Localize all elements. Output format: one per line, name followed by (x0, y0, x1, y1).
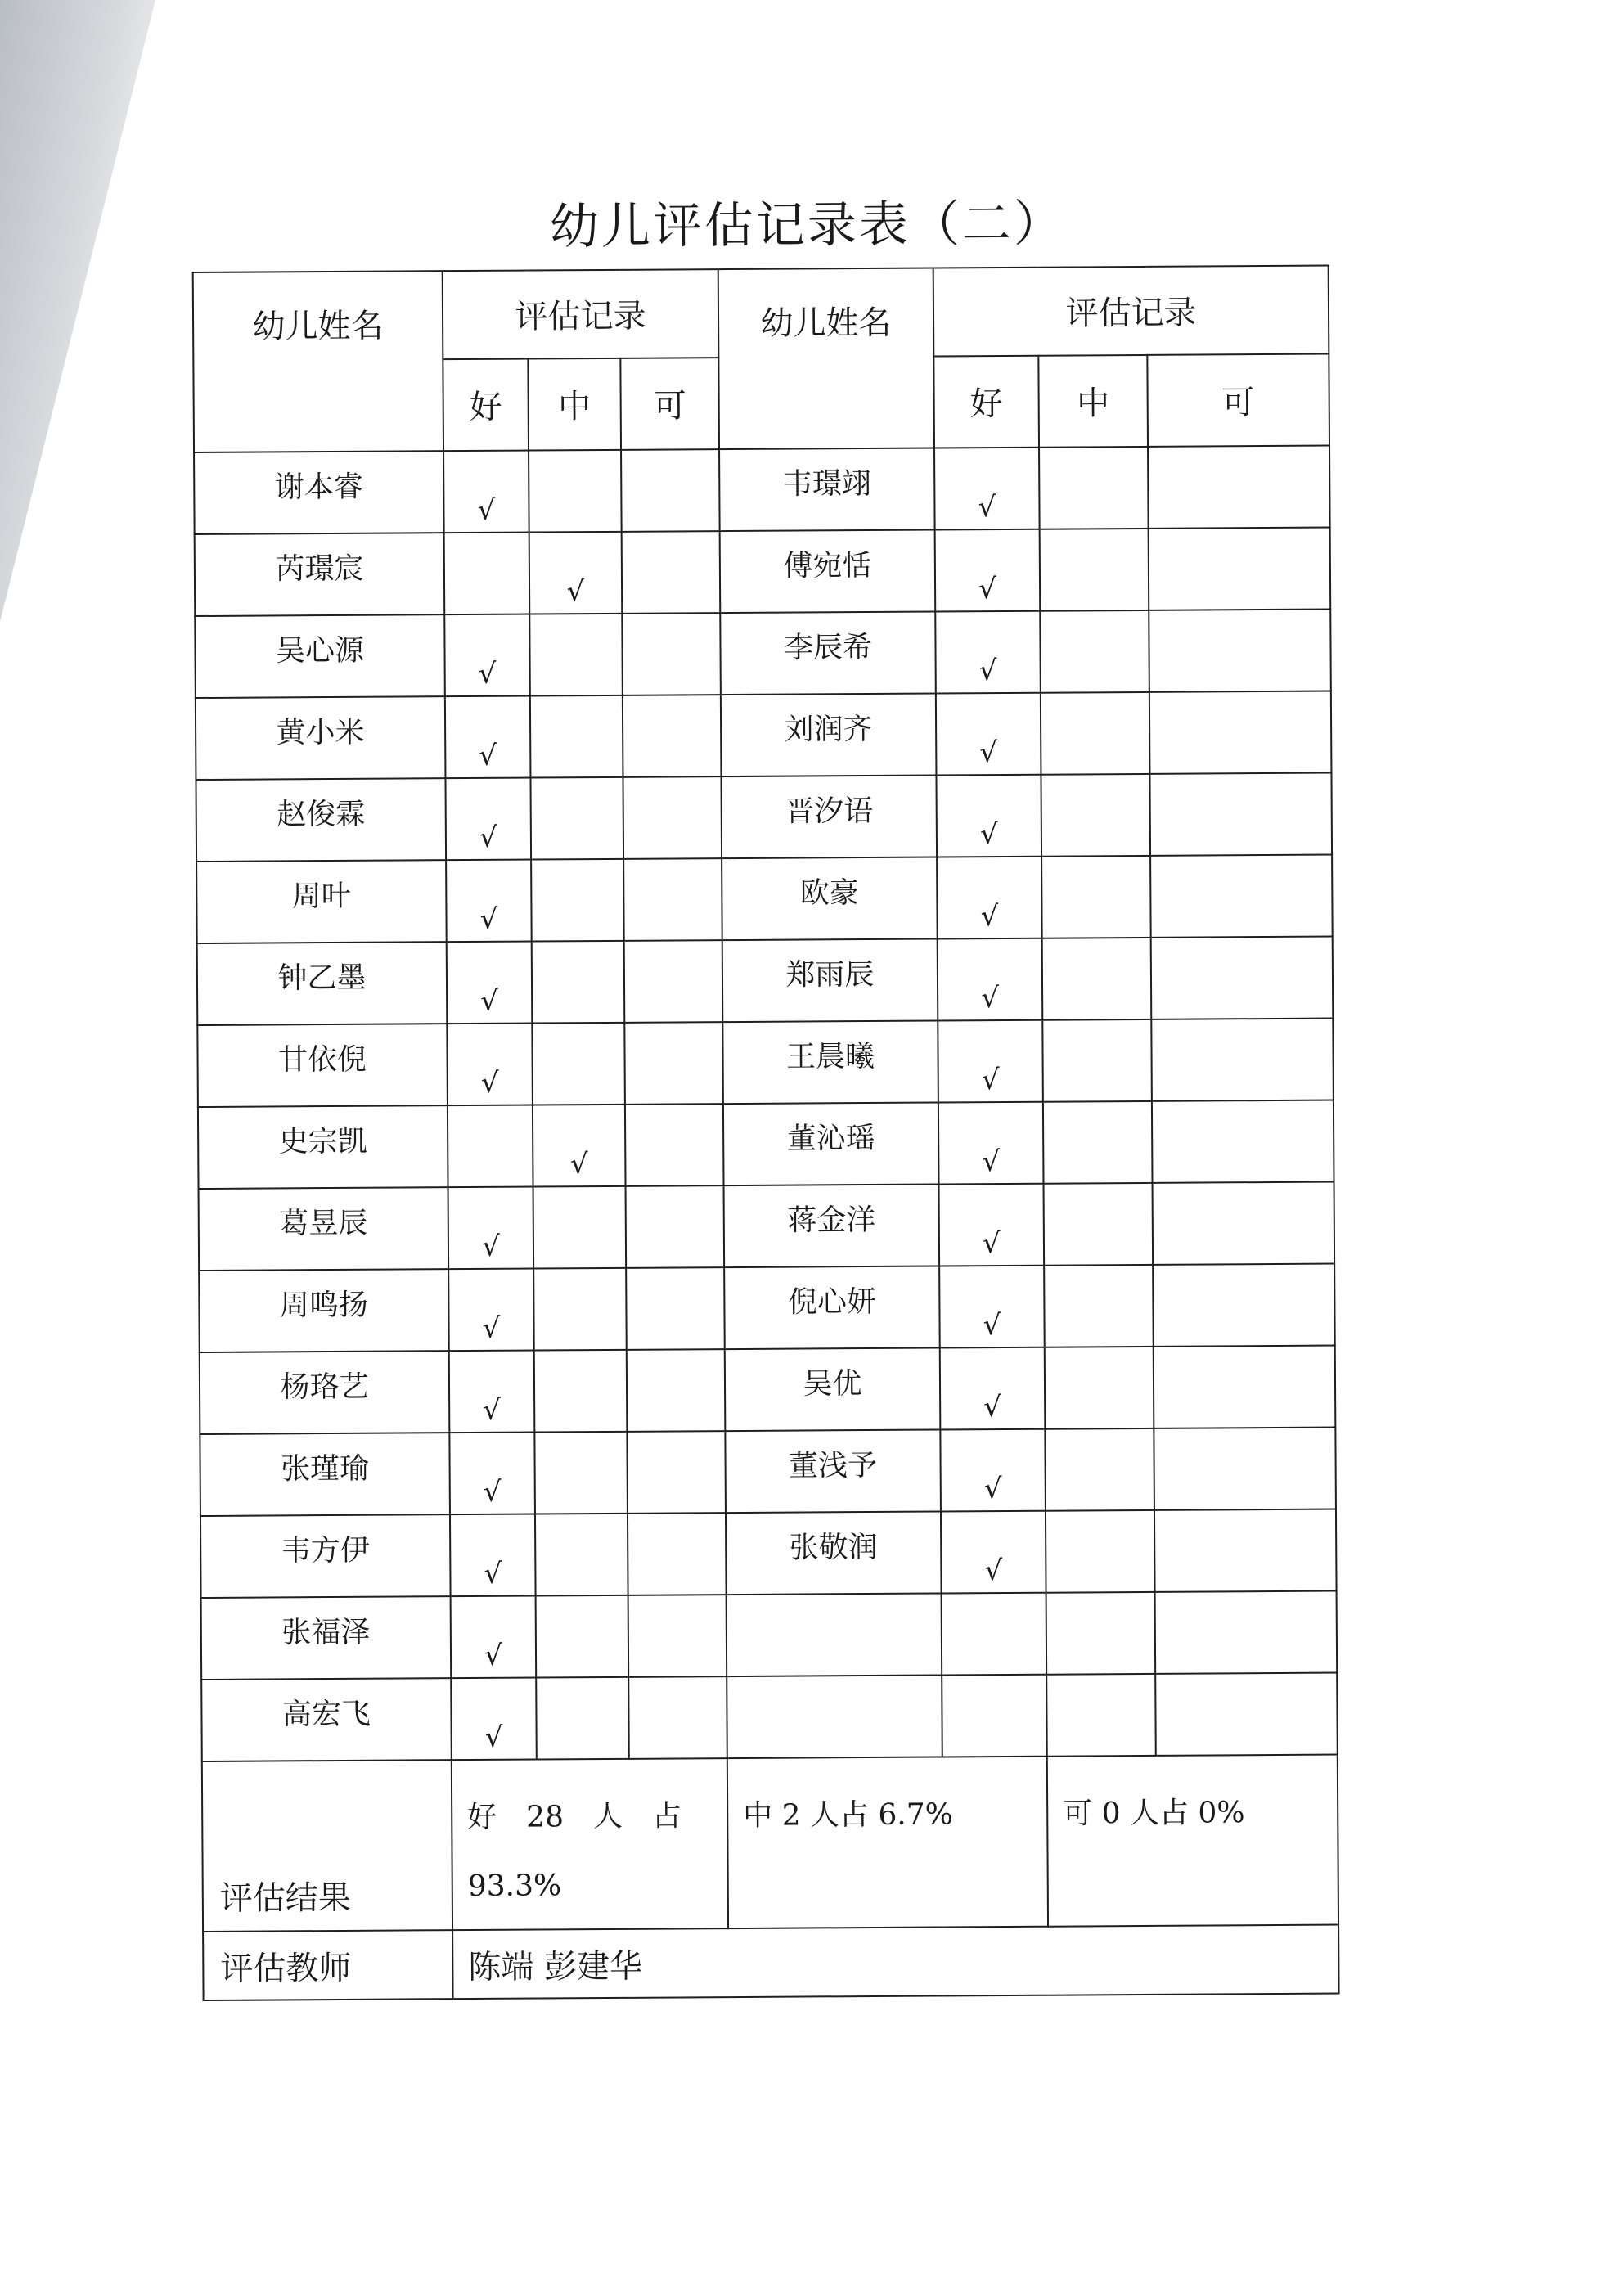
check-good-right: √ (934, 448, 1040, 530)
check-fair-left (621, 449, 720, 532)
child-name-left: 赵俊霖 (196, 778, 446, 862)
teacher-row (203, 1925, 1338, 2000)
check-fair-right (1149, 773, 1332, 856)
child-name-right: 倪心妍 (724, 1266, 940, 1349)
check-medium-right (1042, 938, 1152, 1020)
check-good-right: √ (939, 1266, 1045, 1348)
child-name-right: 王晨曦 (722, 1020, 938, 1104)
check-good-left (448, 1105, 533, 1188)
check-fair-right (1153, 1182, 1335, 1265)
check-medium-left: √ (529, 532, 623, 614)
child-name-left: 吴心源 (195, 614, 445, 698)
child-name-right: 郑雨辰 (722, 938, 938, 1022)
child-name-left: 高宏飞 (201, 1678, 452, 1761)
header-grade-good-right: 好 (933, 355, 1039, 448)
result-label: 评估结果 (202, 1760, 452, 1932)
check-medium-left (535, 1514, 628, 1596)
check-fair-left (627, 1349, 726, 1432)
table-row (196, 855, 1333, 943)
check-good-right: √ (940, 1347, 1046, 1430)
table-row (196, 773, 1332, 862)
check-fair-right (1151, 1019, 1334, 1101)
check-good-left: √ (445, 696, 531, 779)
check-medium-left (531, 859, 624, 942)
header-child-name-left: 幼儿姓名 (193, 271, 443, 452)
check-fair-right (1152, 1100, 1334, 1183)
result-row (202, 1755, 1338, 1932)
check-fair-left (626, 1185, 725, 1268)
check-good-right: √ (935, 611, 1041, 694)
table-row (200, 1428, 1336, 1516)
check-medium-right (1041, 774, 1150, 857)
check-good-right: √ (941, 1511, 1046, 1594)
check-medium-right (1044, 1183, 1154, 1266)
check-good-right: √ (937, 857, 1042, 939)
check-medium-left (534, 1432, 628, 1514)
check-good-right: √ (936, 775, 1041, 857)
check-fair-right (1154, 1346, 1336, 1428)
header-record-right: 评估记录 (933, 266, 1329, 357)
check-good-left: √ (451, 1596, 537, 1679)
check-good-left: √ (449, 1433, 535, 1515)
check-medium-right (1043, 1101, 1153, 1184)
table-row (199, 1264, 1335, 1352)
result-fair: 可 0 人占 0% (1047, 1755, 1338, 1927)
check-medium-left (533, 1268, 627, 1351)
check-fair-left (628, 1595, 727, 1677)
check-fair-left (626, 1267, 725, 1350)
child-name-left: 张福泽 (201, 1596, 452, 1680)
table-row (197, 1019, 1334, 1107)
header-child-name-right: 幼儿姓名 (718, 268, 934, 450)
check-fair-left (622, 613, 721, 695)
child-name-left: 甘依倪 (197, 1024, 448, 1107)
teacher-names: 陈端 彭建华 (452, 1925, 1338, 2000)
check-good-left: √ (451, 1678, 537, 1761)
check-medium-right (1042, 1019, 1152, 1102)
check-medium-left (529, 450, 622, 533)
header-grade-medium-right: 中 (1038, 355, 1148, 448)
check-medium-left (529, 614, 623, 696)
check-medium-left (532, 1023, 625, 1105)
check-medium-right (1045, 1347, 1154, 1429)
check-good-right: √ (938, 938, 1043, 1021)
check-good-left: √ (448, 1187, 534, 1270)
check-fair-right (1149, 610, 1331, 692)
check-good-right: √ (936, 693, 1041, 776)
check-fair-right (1150, 855, 1333, 938)
header-record-left: 评估记录 (443, 269, 719, 359)
check-medium-right (1046, 1592, 1156, 1675)
check-medium-right (1041, 692, 1150, 775)
check-fair-right (1154, 1509, 1337, 1592)
check-good-left: √ (443, 451, 529, 533)
header-grade-good-left: 好 (443, 358, 529, 451)
check-good-right (942, 1593, 1047, 1676)
check-fair-right (1149, 528, 1331, 610)
child-name-left: 杨珞艺 (200, 1351, 450, 1434)
check-medium-right (1046, 1674, 1156, 1757)
check-good-left (444, 533, 530, 615)
check-good-left: √ (446, 860, 532, 943)
child-name-right: 董沁瑶 (723, 1102, 939, 1185)
child-name-left: 周鸣扬 (199, 1269, 449, 1352)
check-good-left: √ (450, 1514, 536, 1597)
table-row (198, 1100, 1334, 1189)
result-good: 好 28 人 占 93.3% (452, 1758, 728, 1930)
table-row (195, 610, 1331, 698)
check-medium-right (1044, 1265, 1154, 1347)
child-name-right: 张敬润 (726, 1511, 942, 1595)
check-fair-right (1153, 1264, 1335, 1347)
check-good-right: √ (935, 529, 1041, 612)
table-row (197, 937, 1334, 1025)
table-row (199, 1182, 1335, 1271)
check-fair-left (628, 1676, 727, 1759)
child-name-left: 史宗凯 (198, 1105, 448, 1189)
check-medium-left (532, 941, 625, 1024)
check-good-left: √ (448, 1269, 534, 1352)
child-name-right (727, 1593, 942, 1676)
check-fair-right (1154, 1428, 1336, 1510)
check-fair-left (623, 776, 722, 859)
check-good-right: √ (939, 1184, 1045, 1266)
check-fair-right (1151, 937, 1334, 1019)
table-row (195, 528, 1331, 616)
check-fair-left (624, 940, 723, 1023)
check-good-left: √ (447, 942, 533, 1024)
check-good-left: √ (449, 1351, 535, 1433)
check-medium-left (533, 1186, 627, 1269)
check-fair-left (625, 1104, 724, 1186)
check-good-right (942, 1675, 1047, 1757)
check-medium-left (534, 1350, 628, 1433)
check-fair-right (1148, 446, 1330, 529)
check-fair-right (1149, 691, 1332, 774)
check-good-left: √ (445, 778, 531, 861)
header-grade-medium-left: 中 (528, 358, 621, 450)
check-good-right: √ (940, 1429, 1046, 1512)
check-fair-left (623, 858, 722, 941)
check-medium-right (1046, 1510, 1155, 1593)
check-medium-left (530, 777, 623, 860)
page-title: 幼儿评估记录表（二） (549, 195, 1066, 256)
check-fair-right (1155, 1673, 1338, 1756)
child-name-right: 蒋金洋 (724, 1184, 940, 1267)
child-name-left: 黄小米 (196, 696, 446, 780)
table-row (201, 1591, 1338, 1680)
child-name-left: 谢本睿 (194, 451, 444, 534)
child-name-left: 钟乙墨 (197, 942, 448, 1025)
check-medium-right (1039, 447, 1149, 529)
header-grade-fair-right: 可 (1147, 353, 1329, 447)
teacher-label: 评估教师 (203, 1930, 453, 2000)
child-name-left: 芮璟宸 (195, 533, 445, 616)
child-name-left: 周叶 (196, 860, 447, 943)
child-name-right: 晋汐语 (721, 776, 937, 859)
table-row (194, 446, 1330, 534)
check-fair-right (1155, 1591, 1338, 1674)
table-row (200, 1346, 1336, 1434)
table-row (196, 691, 1332, 780)
check-good-left: √ (447, 1024, 533, 1106)
check-good-right: √ (938, 1102, 1044, 1185)
check-fair-left (628, 1513, 727, 1595)
table-row (201, 1673, 1338, 1761)
check-medium-left: √ (533, 1105, 626, 1187)
child-name-right: 李辰希 (720, 612, 936, 695)
header-grade-fair-left: 可 (620, 358, 719, 450)
assessment-table (192, 265, 1340, 2001)
child-name-right: 董浅予 (725, 1429, 941, 1513)
header-row-top (193, 266, 1329, 361)
check-medium-left (536, 1677, 629, 1760)
check-good-left: √ (444, 614, 530, 697)
child-name-right: 傅宛恬 (720, 530, 936, 614)
result-medium: 中 2 人占 6.7% (727, 1757, 1048, 1928)
child-name-left: 葛昱辰 (199, 1187, 449, 1271)
child-name-left: 张瑾瑜 (200, 1433, 450, 1516)
check-medium-right (1040, 610, 1149, 693)
child-name-right: 韦璟翊 (719, 448, 935, 532)
child-name-right: 刘润齐 (721, 694, 937, 777)
check-medium-right (1045, 1428, 1154, 1511)
check-fair-left (627, 1431, 726, 1514)
table-row (200, 1509, 1337, 1598)
child-name-right: 欧豪 (722, 857, 938, 941)
check-good-right: √ (938, 1020, 1043, 1103)
check-medium-right (1040, 529, 1149, 611)
child-name-left: 韦方伊 (200, 1514, 451, 1598)
check-medium-right (1041, 856, 1151, 938)
check-medium-left (530, 695, 623, 778)
check-fair-left (624, 1022, 723, 1105)
check-fair-left (623, 695, 722, 777)
child-name-right (727, 1675, 942, 1758)
child-name-right: 吴优 (725, 1347, 941, 1431)
check-fair-left (622, 531, 721, 614)
check-medium-left (536, 1595, 629, 1678)
